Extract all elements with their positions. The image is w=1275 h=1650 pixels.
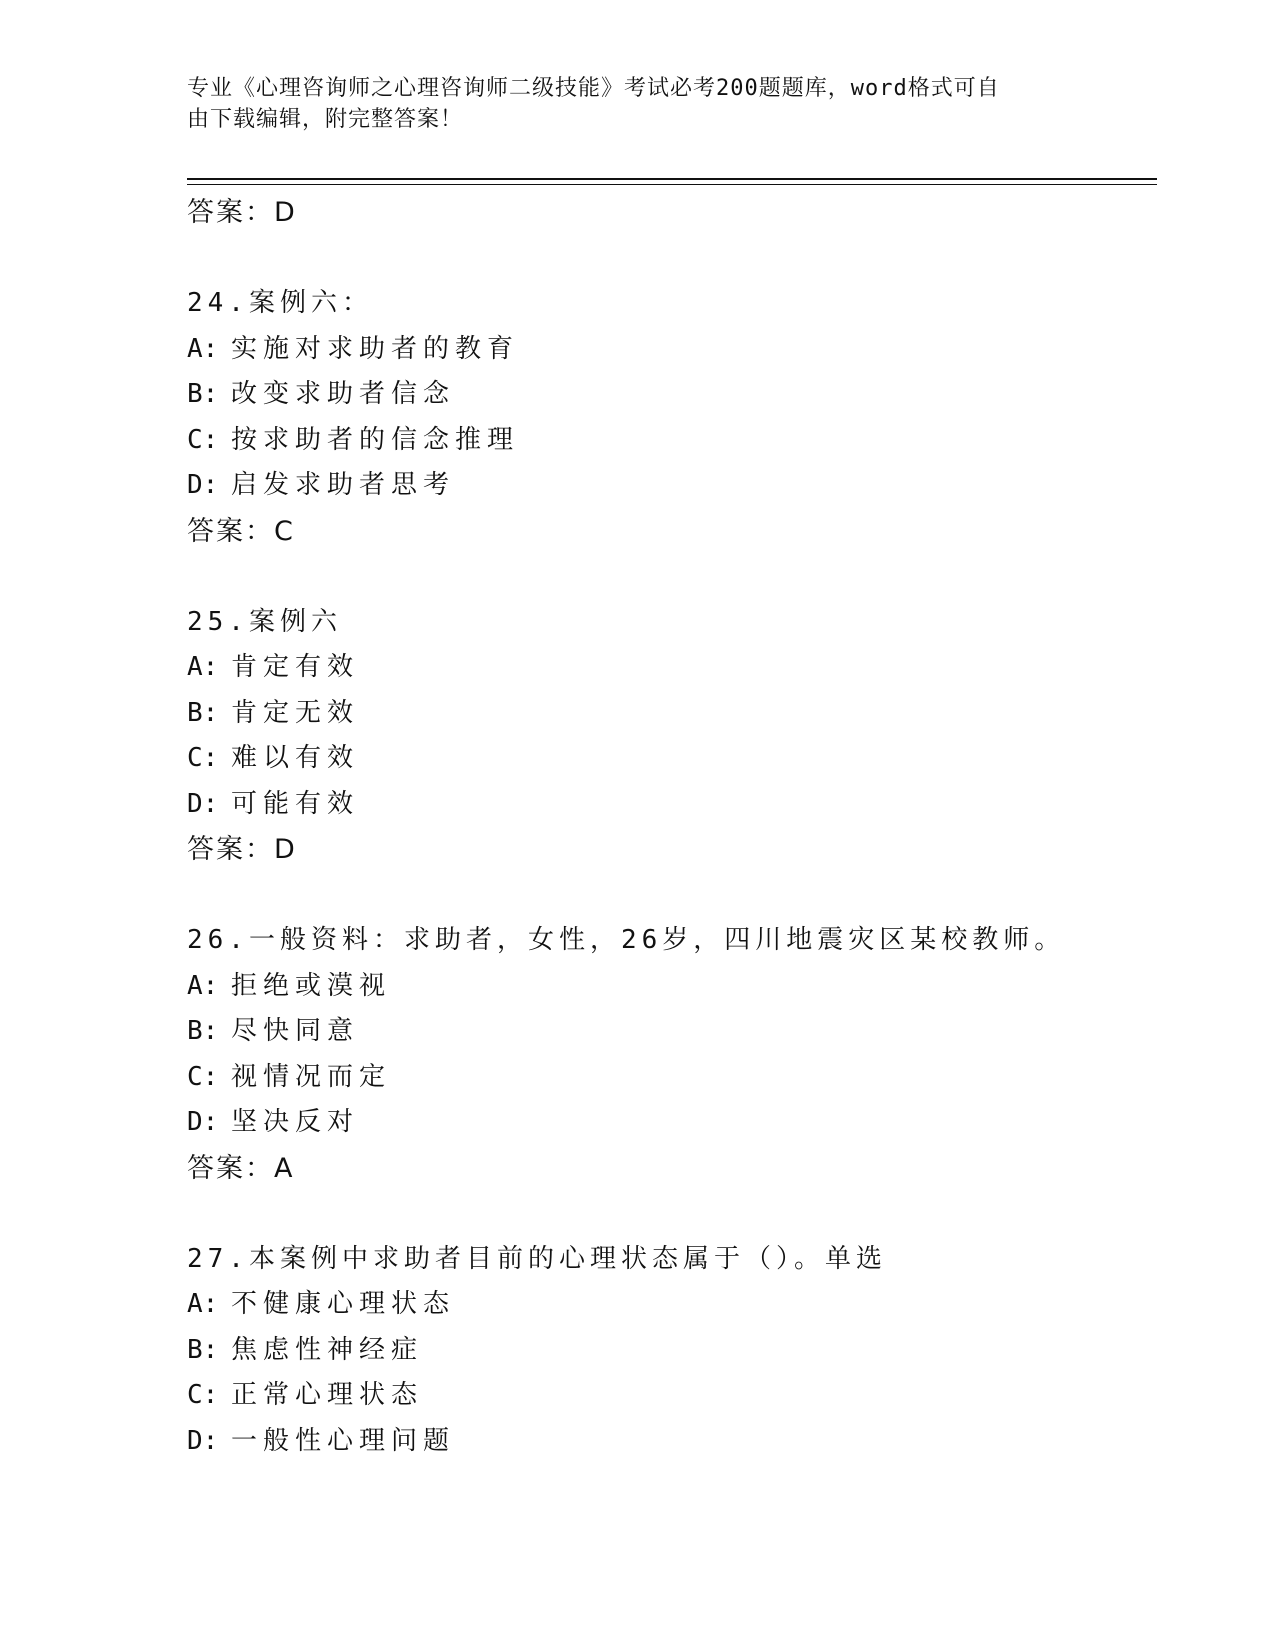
option-a (187, 645, 1157, 691)
option-key: A: (187, 333, 219, 364)
option-text: 难以有效 (231, 743, 360, 773)
option-key: D: (187, 1425, 219, 1456)
option-d (187, 782, 1157, 828)
question-block (187, 281, 1157, 555)
answer-line: 答案：A (187, 1152, 295, 1184)
option-a (187, 327, 1157, 373)
header-line-1: 专业《心理咨询师之心理咨询师二级技能》考试必考200题题库，word格式可自 (187, 76, 1000, 101)
option-key: A: (187, 1289, 219, 1319)
header-divider-thin (187, 184, 1157, 185)
option-text: 不健康心理状态 (231, 1289, 456, 1319)
question-stem: 26.一般资料：求助者，女性，26岁，四川地震灾区某校教师。 (187, 925, 1066, 955)
option-a (187, 964, 1157, 1010)
document-header (187, 73, 1087, 135)
option-text: 焦虑性神经症 (231, 1334, 424, 1365)
option-key: B: (187, 697, 219, 728)
option-key: C: (187, 743, 219, 773)
answer-line: 答案：D (187, 197, 297, 228)
option-text: 一般性心理问题 (231, 1425, 456, 1456)
option-text: 肯定有效 (231, 652, 360, 682)
answer-line: 答案：C (187, 515, 295, 547)
option-key: C: (187, 424, 219, 455)
option-d (187, 463, 1157, 509)
option-b (187, 372, 1157, 418)
option-key: D: (187, 1107, 219, 1137)
option-d (187, 1100, 1157, 1146)
option-c (187, 1055, 1157, 1101)
option-key: A: (187, 970, 219, 1001)
answer-line: 答案：D (187, 834, 297, 865)
question-list (187, 190, 1157, 1464)
option-text: 拒绝或漠视 (231, 970, 392, 1001)
option-a (187, 1282, 1157, 1328)
option-key: B: (187, 1016, 219, 1046)
option-text: 视情况而定 (231, 1061, 392, 1092)
header-divider-thick (187, 178, 1157, 180)
option-c (187, 418, 1157, 464)
option-text: 坚决反对 (231, 1107, 360, 1137)
option-text: 尽快同意 (231, 1016, 360, 1046)
option-b (187, 1009, 1157, 1055)
option-key: C: (187, 1061, 219, 1092)
option-text: 实施对求助者的教育 (231, 333, 520, 364)
question-stem: 25.案例六 (187, 606, 342, 637)
option-key: C: (187, 1380, 219, 1410)
option-text: 改变求助者信念 (231, 379, 456, 409)
option-c (187, 1373, 1157, 1419)
option-d (187, 1419, 1157, 1465)
question-block (187, 1237, 1157, 1465)
option-b (187, 1328, 1157, 1374)
option-key: D: (187, 788, 219, 819)
option-text: 肯定无效 (231, 697, 360, 728)
option-c (187, 736, 1157, 782)
option-text: 可能有效 (231, 788, 360, 819)
option-text: 正常心理状态 (231, 1380, 424, 1410)
question-stem: 24.案例六： (187, 288, 373, 318)
option-text: 启发求助者思考 (231, 470, 456, 500)
header-line-2: 由下载编辑，附完整答案！ (187, 107, 464, 132)
question-block (187, 918, 1157, 1192)
option-key: B: (187, 379, 219, 409)
option-text: 按求助者的信念推理 (231, 424, 520, 455)
option-key: D: (187, 470, 219, 500)
question-stem: 27.本案例中求助者目前的心理状态属于（）。单选 (187, 1243, 887, 1274)
question-block (187, 600, 1157, 874)
option-key: B: (187, 1334, 219, 1365)
option-key: A: (187, 652, 219, 682)
option-b (187, 691, 1157, 737)
